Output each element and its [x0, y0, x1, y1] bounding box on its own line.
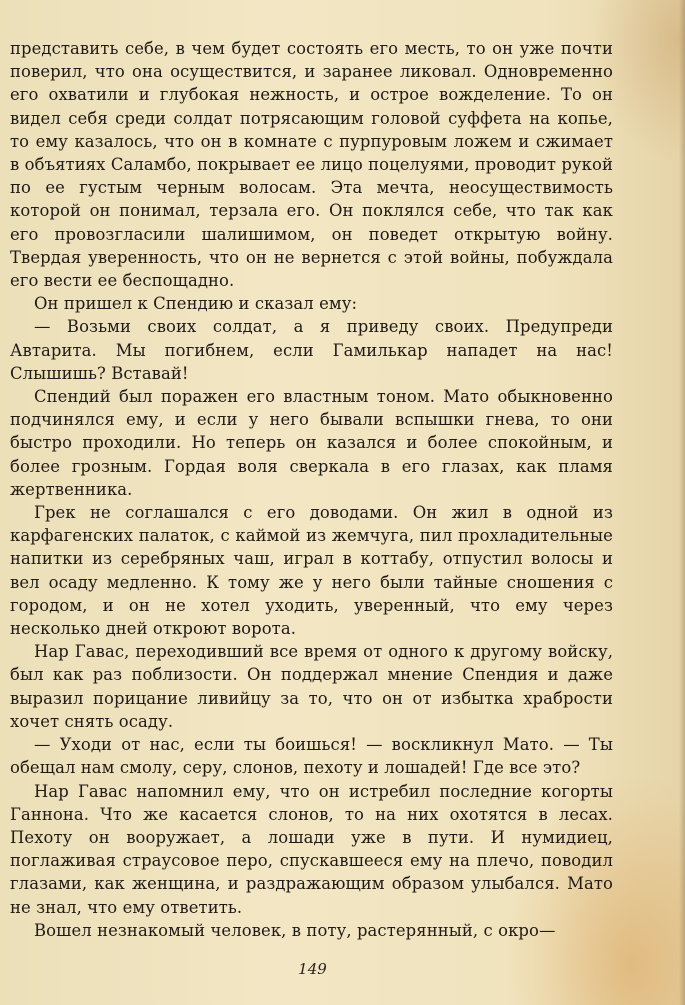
paragraph-2: Он пришел к Спендию и сказал ему: [34, 294, 358, 314]
body-text [10, 37, 613, 942]
paragraph-6: Нар Гавас, переходивший все время от одного к другому войску, был как раз поблизости. Он поддержал мнение Спендия и даже выразил порицание ливийцу за то, что он от избытка храбрости хочет снять осаду. [10, 642, 613, 731]
paragraph-1: представить себе, в чем будет состоять его месть, то он уже почти поверил, что она осуществится, и заранее ликовал. Одновременно его охватили и глубокая нежность, и острое вожделение. То он видел себя среди солдат потрясающим головой суффета на копье, то ему казалось, что он в комнате с пурпуровым ложем и сжимает в объятиях Саламбо, покрывает ее лицо поцелуями, проводит рукой по ее густым черным волосам. Эта мечта, неосуществимость которой он понимал, терзала его. Он поклялся себе, что так как его провозгласили шалишимом, он поведет открытую войну. Твердая уверенность, что он не вернется с этой войны, побуждала его вести ее беспощадно. [10, 39, 613, 291]
page-number: 149 [298, 960, 327, 978]
paragraph-5: Грек не соглашался с его доводами. Он жил в одной из карфагенских палаток, с каймой из жемчуга, пил прохладительные напитки из серебряных чаш, играл в коттабу, отпустил волосы и вел осаду медленно. К тому же у него были тайные сношения с городом, и он не хотел уходить, уверенный, что ему через несколько дней откроют ворота. [10, 503, 613, 639]
paragraph-9: Вошел незнакомый человек, в поту, растерянный, с окро— [34, 920, 556, 940]
page-edge-shadow [679, 0, 685, 1005]
paragraph-8: Нар Гавас напомнил ему, что он истребил последние когорты Ганнона. Что же касается слонов, то на них охотятся в лесах. Пехоту он вооружает, а лошади уже в пути. И нумидиец, поглаживая страусовое перо, спускавшееся ему на плечо, поводил глазами, как женщина, и раздражающим образом улыбался. Мато не знал, что ему ответить. [10, 781, 613, 917]
paragraph-7: — Уходи от нас, если ты боишься! — воскликнул Мато. — Ты обещал нам смолу, серу, слонов, пехоту и лошадей! Где все это? [10, 735, 613, 778]
paragraph-4: Спендий был поражен его властным тоном. Мато обыкновенно подчинялся ему, и если у него бывали вспышки гнева, то они быстро проходили. Но теперь он казался и более спокойным, и более грозным. Гордая воля сверкала в его глазах, как пламя жертвенника. [10, 387, 613, 499]
paragraph-3: — Возьми своих солдат, а я приведу своих. Предупреди Автарита. Мы погибнем, если Гамилькар нападет на нас! Слышишь? Вставай! [10, 317, 613, 383]
